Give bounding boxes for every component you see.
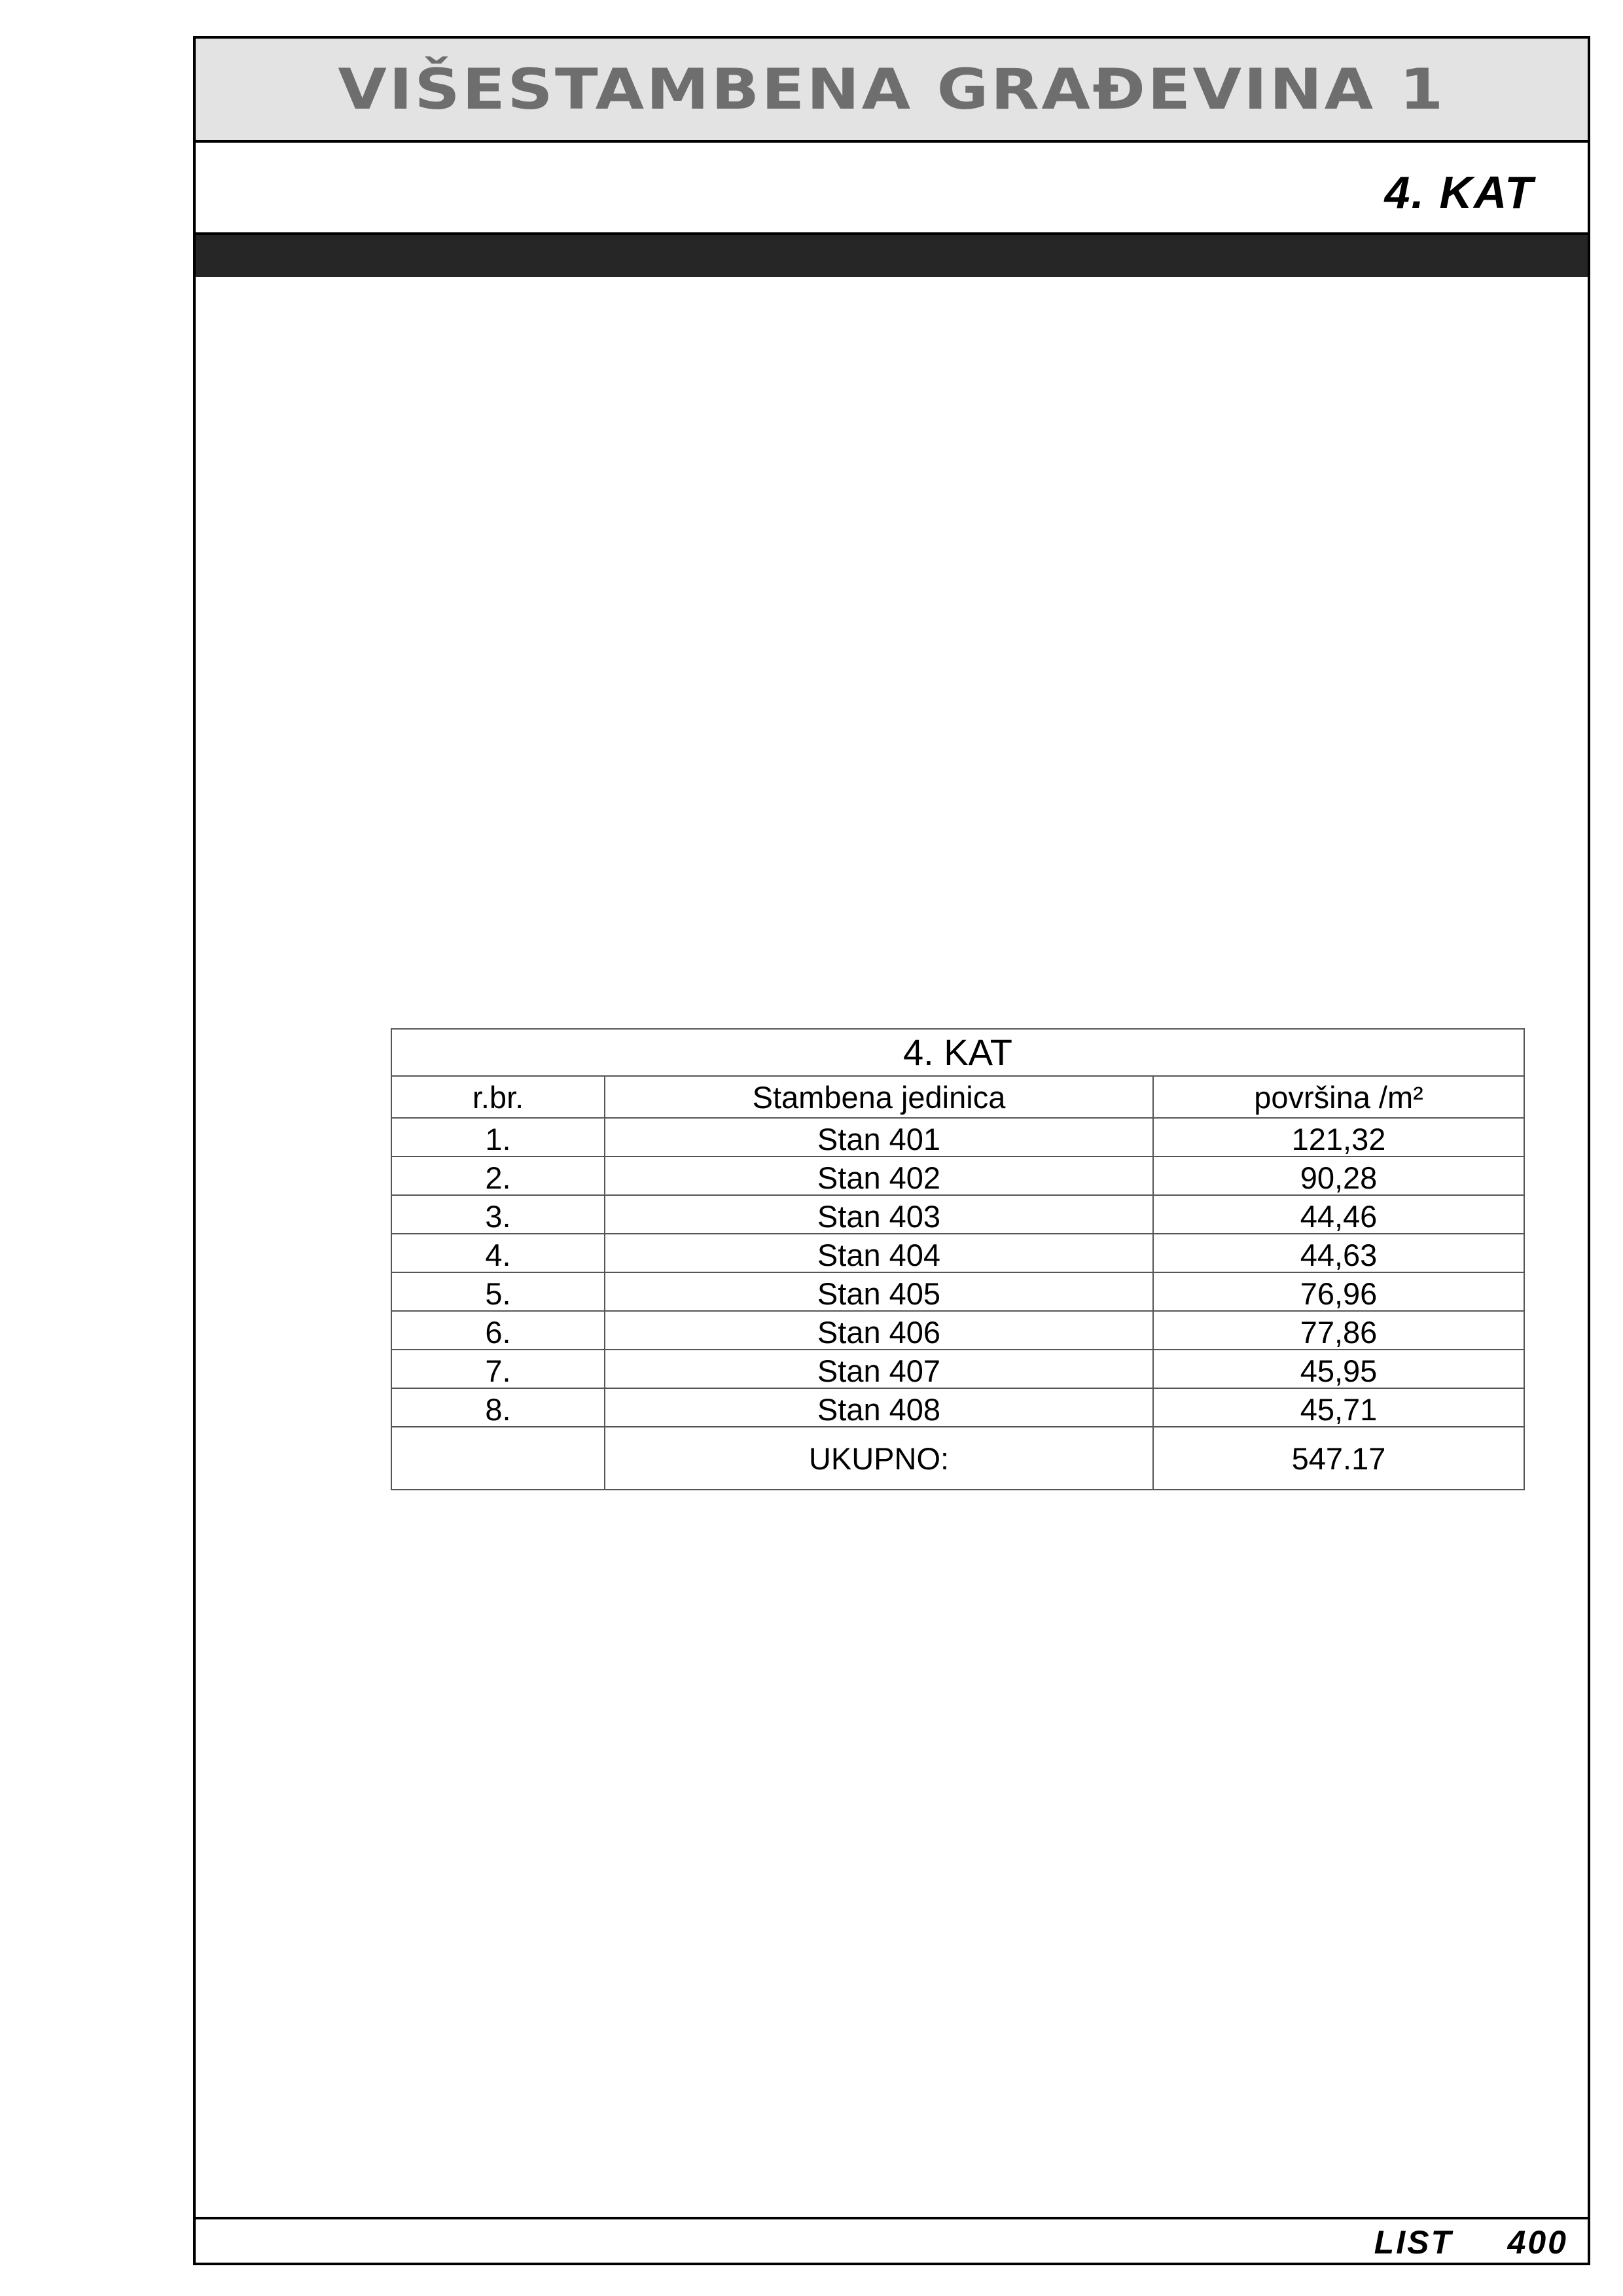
row-number: 1.: [391, 1118, 605, 1157]
sheet-footer: [196, 2217, 1588, 2263]
row-number: 3.: [391, 1195, 605, 1234]
title-band: [196, 39, 1588, 143]
row-number: 4.: [391, 1234, 605, 1272]
table-row: [391, 1195, 1524, 1234]
row-number: 6.: [391, 1311, 605, 1350]
row-number: 7.: [391, 1350, 605, 1388]
total-value: 547.17: [1153, 1427, 1524, 1490]
row-area: 44,46: [1153, 1195, 1524, 1234]
area-table: [391, 1028, 1525, 1490]
row-unit: Stan 405: [605, 1272, 1153, 1311]
row-number: 8.: [391, 1388, 605, 1427]
row-number: 2.: [391, 1157, 605, 1195]
table-row: [391, 1118, 1524, 1157]
column-header-number: r.br.: [391, 1076, 605, 1118]
table-caption: 4. KAT: [391, 1029, 1524, 1076]
row-unit: Stan 403: [605, 1195, 1153, 1234]
list-number: 400: [1507, 2224, 1568, 2261]
row-area: 77,86: [1153, 1311, 1524, 1350]
row-area: 45,95: [1153, 1350, 1524, 1388]
row-area: 45,71: [1153, 1388, 1524, 1427]
row-unit: Stan 401: [605, 1118, 1153, 1157]
drawing-sheet: [193, 36, 1590, 2265]
row-number: 5.: [391, 1272, 605, 1311]
table-row: [391, 1350, 1524, 1388]
list-label: LIST: [1374, 2224, 1453, 2261]
column-header-area: površina /m²: [1153, 1076, 1524, 1118]
floor-label: 4. KAT: [1384, 167, 1534, 218]
table-header-row: [391, 1076, 1524, 1118]
row-unit: Stan 402: [605, 1157, 1153, 1195]
table-row: [391, 1311, 1524, 1350]
row-area: 44,63: [1153, 1234, 1524, 1272]
row-area: 121,32: [1153, 1118, 1524, 1157]
table-row: [391, 1157, 1524, 1195]
row-unit: Stan 408: [605, 1388, 1153, 1427]
building-title: VIŠESTAMBENA GRAĐEVINA 1: [338, 56, 1446, 122]
total-label: UKUPNO:: [605, 1427, 1153, 1490]
row-unit: Stan 404: [605, 1234, 1153, 1272]
row-unit: Stan 406: [605, 1311, 1153, 1350]
table-total-row: [391, 1427, 1524, 1490]
table-row: [391, 1234, 1524, 1272]
table-row: [391, 1388, 1524, 1427]
total-empty-cell: [391, 1427, 605, 1490]
table-row: [391, 1272, 1524, 1311]
floor-band: [196, 143, 1588, 235]
column-header-unit: Stambena jedinica: [605, 1076, 1153, 1118]
row-area: 90,28: [1153, 1157, 1524, 1195]
row-area: 76,96: [1153, 1272, 1524, 1311]
table-caption-row: [391, 1029, 1524, 1076]
row-unit: Stan 407: [605, 1350, 1153, 1388]
separator-band: [196, 235, 1588, 277]
